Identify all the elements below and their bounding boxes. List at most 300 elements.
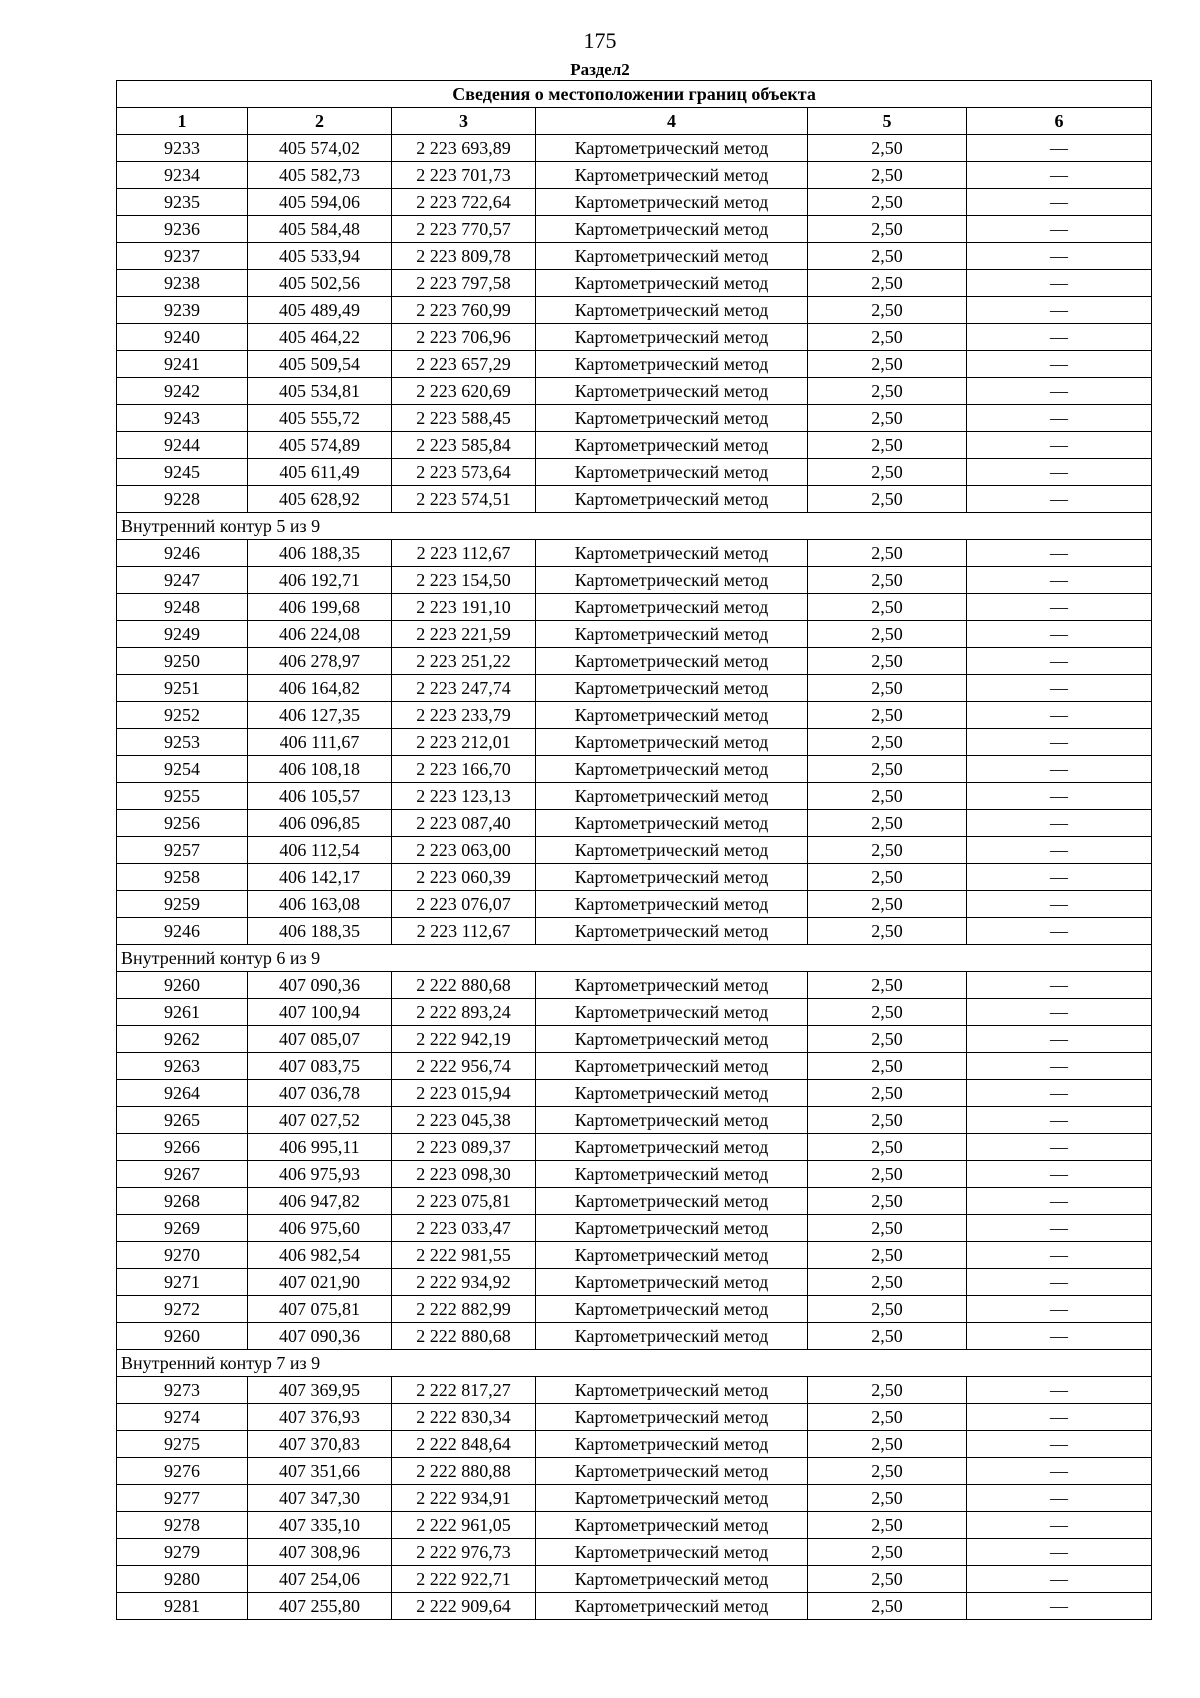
x-coordinate-cell: 406 975,60 (248, 1215, 392, 1242)
y-coordinate-cell: 2 223 154,50 (392, 567, 536, 594)
point-number-cell: 9253 (117, 729, 248, 756)
y-coordinate-cell: 2 222 909,64 (392, 1593, 536, 1620)
accuracy-cell: 2,50 (808, 594, 967, 621)
description-cell: — (967, 162, 1152, 189)
point-number-cell: 9275 (117, 1431, 248, 1458)
method-cell: Картометрический метод (536, 1107, 808, 1134)
y-coordinate-cell: 2 223 076,07 (392, 891, 536, 918)
point-number-cell: 9277 (117, 1485, 248, 1512)
table-row (117, 351, 1152, 378)
y-coordinate-cell: 2 223 693,89 (392, 135, 536, 162)
x-coordinate-cell: 406 947,82 (248, 1188, 392, 1215)
x-coordinate-cell: 405 533,94 (248, 243, 392, 270)
description-cell: — (967, 432, 1152, 459)
accuracy-cell: 2,50 (808, 162, 967, 189)
y-coordinate-cell: 2 223 722,64 (392, 189, 536, 216)
method-cell: Картометрический метод (536, 243, 808, 270)
accuracy-cell: 2,50 (808, 756, 967, 783)
description-cell: — (967, 1539, 1152, 1566)
accuracy-cell: 2,50 (808, 486, 967, 513)
method-cell: Картометрический метод (536, 297, 808, 324)
y-coordinate-cell: 2 223 247,74 (392, 675, 536, 702)
accuracy-cell: 2,50 (808, 1593, 967, 1620)
point-number-cell: 9260 (117, 972, 248, 999)
table-row (117, 675, 1152, 702)
accuracy-cell: 2,50 (808, 1431, 967, 1458)
method-cell: Картометрический метод (536, 1404, 808, 1431)
table-row (117, 864, 1152, 891)
accuracy-cell: 2,50 (808, 648, 967, 675)
method-cell: Картометрический метод (536, 1080, 808, 1107)
table-row (117, 1080, 1152, 1107)
accuracy-cell: 2,50 (808, 378, 967, 405)
accuracy-cell: 2,50 (808, 837, 967, 864)
method-cell: Картометрический метод (536, 1377, 808, 1404)
y-coordinate-cell: 2 222 893,24 (392, 999, 536, 1026)
description-cell: — (967, 216, 1152, 243)
description-cell: — (967, 999, 1152, 1026)
method-cell: Картометрический метод (536, 1269, 808, 1296)
x-coordinate-cell: 407 369,95 (248, 1377, 392, 1404)
y-coordinate-cell: 2 223 033,47 (392, 1215, 536, 1242)
description-cell: — (967, 702, 1152, 729)
description-cell: — (967, 891, 1152, 918)
table-row (117, 162, 1152, 189)
method-cell: Картометрический метод (536, 1296, 808, 1323)
x-coordinate-cell: 407 351,66 (248, 1458, 392, 1485)
accuracy-cell: 2,50 (808, 135, 967, 162)
accuracy-cell: 2,50 (808, 243, 967, 270)
table-row (117, 1485, 1152, 1512)
point-number-cell: 9271 (117, 1269, 248, 1296)
y-coordinate-cell: 2 223 701,73 (392, 162, 536, 189)
point-number-cell: 9273 (117, 1377, 248, 1404)
y-coordinate-cell: 2 222 848,64 (392, 1431, 536, 1458)
x-coordinate-cell: 406 982,54 (248, 1242, 392, 1269)
accuracy-cell: 2,50 (808, 1053, 967, 1080)
x-coordinate-cell: 407 255,80 (248, 1593, 392, 1620)
method-cell: Картометрический метод (536, 1512, 808, 1539)
x-coordinate-cell: 407 347,30 (248, 1485, 392, 1512)
description-cell: — (967, 729, 1152, 756)
contour-label: Внутренний контур 5 из 9 (117, 513, 1152, 540)
point-number-cell: 9238 (117, 270, 248, 297)
table-row (117, 1512, 1152, 1539)
point-number-cell: 9262 (117, 1026, 248, 1053)
description-cell: — (967, 459, 1152, 486)
point-number-cell: 9251 (117, 675, 248, 702)
y-coordinate-cell: 2 223 112,67 (392, 540, 536, 567)
x-coordinate-cell: 406 192,71 (248, 567, 392, 594)
point-number-cell: 9246 (117, 918, 248, 945)
description-cell: — (967, 567, 1152, 594)
y-coordinate-cell: 2 223 574,51 (392, 486, 536, 513)
y-coordinate-cell: 2 223 251,22 (392, 648, 536, 675)
point-number-cell: 9228 (117, 486, 248, 513)
x-coordinate-cell: 407 085,07 (248, 1026, 392, 1053)
method-cell: Картометрический метод (536, 1026, 808, 1053)
table-row (117, 459, 1152, 486)
accuracy-cell: 2,50 (808, 702, 967, 729)
y-coordinate-cell: 2 223 212,01 (392, 729, 536, 756)
table-row (117, 378, 1152, 405)
accuracy-cell: 2,50 (808, 1026, 967, 1053)
method-cell: Картометрический метод (536, 810, 808, 837)
description-cell: — (967, 837, 1152, 864)
accuracy-cell: 2,50 (808, 1215, 967, 1242)
accuracy-cell: 2,50 (808, 1188, 967, 1215)
point-number-cell: 9278 (117, 1512, 248, 1539)
x-coordinate-cell: 405 582,73 (248, 162, 392, 189)
description-cell: — (967, 1188, 1152, 1215)
x-coordinate-cell: 407 100,94 (248, 999, 392, 1026)
table-row (117, 540, 1152, 567)
accuracy-cell: 2,50 (808, 1269, 967, 1296)
point-number-cell: 9279 (117, 1539, 248, 1566)
point-number-cell: 9257 (117, 837, 248, 864)
column-header: 1 (117, 108, 248, 135)
point-number-cell: 9267 (117, 1161, 248, 1188)
table-row (117, 621, 1152, 648)
x-coordinate-cell: 405 464,22 (248, 324, 392, 351)
table-row (117, 810, 1152, 837)
accuracy-cell: 2,50 (808, 675, 967, 702)
y-coordinate-cell: 2 223 089,37 (392, 1134, 536, 1161)
accuracy-cell: 2,50 (808, 1161, 967, 1188)
description-cell: — (967, 1215, 1152, 1242)
point-number-cell: 9264 (117, 1080, 248, 1107)
accuracy-cell: 2,50 (808, 999, 967, 1026)
y-coordinate-cell: 2 223 585,84 (392, 432, 536, 459)
method-cell: Картометрический метод (536, 324, 808, 351)
description-cell: — (967, 1431, 1152, 1458)
x-coordinate-cell: 405 574,89 (248, 432, 392, 459)
description-cell: — (967, 1134, 1152, 1161)
x-coordinate-cell: 405 611,49 (248, 459, 392, 486)
table-row (117, 783, 1152, 810)
method-cell: Картометрический метод (536, 486, 808, 513)
description-cell: — (967, 675, 1152, 702)
y-coordinate-cell: 2 223 706,96 (392, 324, 536, 351)
table-row (117, 1593, 1152, 1620)
method-cell: Картометрический метод (536, 1566, 808, 1593)
method-cell: Картометрический метод (536, 162, 808, 189)
accuracy-cell: 2,50 (808, 216, 967, 243)
x-coordinate-cell: 406 127,35 (248, 702, 392, 729)
section-title: Раздел2 (570, 60, 630, 79)
description-cell: — (967, 1566, 1152, 1593)
table-row (117, 1242, 1152, 1269)
description-cell: — (967, 297, 1152, 324)
table-row (117, 1107, 1152, 1134)
method-cell: Картометрический метод (536, 864, 808, 891)
method-cell: Картометрический метод (536, 1188, 808, 1215)
table-body (117, 135, 1152, 1620)
table-row (117, 486, 1152, 513)
boundary-table (116, 80, 1152, 1620)
method-cell: Картометрический метод (536, 1539, 808, 1566)
table-row (117, 999, 1152, 1026)
table-row (117, 1458, 1152, 1485)
x-coordinate-cell: 406 224,08 (248, 621, 392, 648)
point-number-cell: 9269 (117, 1215, 248, 1242)
x-coordinate-cell: 406 112,54 (248, 837, 392, 864)
point-number-cell: 9255 (117, 783, 248, 810)
table-row (117, 135, 1152, 162)
table-row (117, 1566, 1152, 1593)
x-coordinate-cell: 406 142,17 (248, 864, 392, 891)
point-number-cell: 9261 (117, 999, 248, 1026)
point-number-cell: 9244 (117, 432, 248, 459)
method-cell: Картометрический метод (536, 1215, 808, 1242)
x-coordinate-cell: 407 075,81 (248, 1296, 392, 1323)
method-cell: Картометрический метод (536, 1323, 808, 1350)
description-cell: — (967, 1404, 1152, 1431)
accuracy-cell: 2,50 (808, 621, 967, 648)
x-coordinate-cell: 407 254,06 (248, 1566, 392, 1593)
description-cell: — (967, 1053, 1152, 1080)
y-coordinate-cell: 2 223 221,59 (392, 621, 536, 648)
description-cell: — (967, 783, 1152, 810)
point-number-cell: 9256 (117, 810, 248, 837)
point-number-cell: 9263 (117, 1053, 248, 1080)
y-coordinate-cell: 2 222 961,05 (392, 1512, 536, 1539)
method-cell: Картометрический метод (536, 216, 808, 243)
description-cell: — (967, 189, 1152, 216)
accuracy-cell: 2,50 (808, 1404, 967, 1431)
point-number-cell: 9234 (117, 162, 248, 189)
description-cell: — (967, 648, 1152, 675)
method-cell: Картометрический метод (536, 1134, 808, 1161)
column-header: 4 (536, 108, 808, 135)
y-coordinate-cell: 2 222 830,34 (392, 1404, 536, 1431)
y-coordinate-cell: 2 222 880,68 (392, 972, 536, 999)
x-coordinate-cell: 406 995,11 (248, 1134, 392, 1161)
table-row (117, 1134, 1152, 1161)
point-number-cell: 9249 (117, 621, 248, 648)
y-coordinate-cell: 2 222 922,71 (392, 1566, 536, 1593)
accuracy-cell: 2,50 (808, 459, 967, 486)
x-coordinate-cell: 407 090,36 (248, 972, 392, 999)
y-coordinate-cell: 2 223 098,30 (392, 1161, 536, 1188)
column-header: 5 (808, 108, 967, 135)
accuracy-cell: 2,50 (808, 891, 967, 918)
x-coordinate-cell: 406 111,67 (248, 729, 392, 756)
description-cell: — (967, 135, 1152, 162)
table-row (117, 1539, 1152, 1566)
method-cell: Картометрический метод (536, 405, 808, 432)
table-row (117, 1269, 1152, 1296)
point-number-cell: 9272 (117, 1296, 248, 1323)
accuracy-cell: 2,50 (808, 351, 967, 378)
description-cell: — (967, 1161, 1152, 1188)
x-coordinate-cell: 406 163,08 (248, 891, 392, 918)
table-row (117, 1161, 1152, 1188)
column-header: 6 (967, 108, 1152, 135)
accuracy-cell: 2,50 (808, 189, 967, 216)
x-coordinate-cell: 406 105,57 (248, 783, 392, 810)
y-coordinate-cell: 2 223 087,40 (392, 810, 536, 837)
x-coordinate-cell: 405 555,72 (248, 405, 392, 432)
method-cell: Картометрический метод (536, 1431, 808, 1458)
method-cell: Картометрический метод (536, 1053, 808, 1080)
point-number-cell: 9235 (117, 189, 248, 216)
table-row (117, 1296, 1152, 1323)
description-cell: — (967, 270, 1152, 297)
accuracy-cell: 2,50 (808, 1107, 967, 1134)
table-row (117, 189, 1152, 216)
x-coordinate-cell: 405 584,48 (248, 216, 392, 243)
y-coordinate-cell: 2 223 166,70 (392, 756, 536, 783)
description-cell: — (967, 1242, 1152, 1269)
point-number-cell: 9237 (117, 243, 248, 270)
method-cell: Картометрический метод (536, 351, 808, 378)
y-coordinate-cell: 2 222 882,99 (392, 1296, 536, 1323)
accuracy-cell: 2,50 (808, 567, 967, 594)
y-coordinate-cell: 2 223 657,29 (392, 351, 536, 378)
table-row (117, 405, 1152, 432)
y-coordinate-cell: 2 223 797,58 (392, 270, 536, 297)
accuracy-cell: 2,50 (808, 297, 967, 324)
accuracy-cell: 2,50 (808, 1539, 967, 1566)
y-coordinate-cell: 2 223 588,45 (392, 405, 536, 432)
description-cell: — (967, 1323, 1152, 1350)
description-cell: — (967, 810, 1152, 837)
x-coordinate-cell: 406 108,18 (248, 756, 392, 783)
table-row (117, 567, 1152, 594)
y-coordinate-cell: 2 223 573,64 (392, 459, 536, 486)
description-cell: — (967, 1026, 1152, 1053)
y-coordinate-cell: 2 223 045,38 (392, 1107, 536, 1134)
contour-header-row (117, 513, 1152, 540)
description-cell: — (967, 540, 1152, 567)
contour-header-row (117, 945, 1152, 972)
accuracy-cell: 2,50 (808, 1566, 967, 1593)
y-coordinate-cell: 2 223 620,69 (392, 378, 536, 405)
accuracy-cell: 2,50 (808, 729, 967, 756)
y-coordinate-cell: 2 223 123,13 (392, 783, 536, 810)
y-coordinate-cell: 2 223 809,78 (392, 243, 536, 270)
contour-header-row (117, 1350, 1152, 1377)
y-coordinate-cell: 2 223 063,00 (392, 837, 536, 864)
table-row (117, 918, 1152, 945)
point-number-cell: 9268 (117, 1188, 248, 1215)
point-number-cell: 9258 (117, 864, 248, 891)
table-row (117, 1431, 1152, 1458)
point-number-cell: 9254 (117, 756, 248, 783)
description-cell: — (967, 1080, 1152, 1107)
x-coordinate-cell: 406 164,82 (248, 675, 392, 702)
description-cell: — (967, 864, 1152, 891)
method-cell: Картометрический метод (536, 378, 808, 405)
table-row (117, 1188, 1152, 1215)
y-coordinate-cell: 2 222 942,19 (392, 1026, 536, 1053)
x-coordinate-cell: 405 594,06 (248, 189, 392, 216)
x-coordinate-cell: 407 027,52 (248, 1107, 392, 1134)
description-cell: — (967, 972, 1152, 999)
y-coordinate-cell: 2 223 770,57 (392, 216, 536, 243)
x-coordinate-cell: 407 308,96 (248, 1539, 392, 1566)
table-caption: Сведения о местоположении границ объекта (117, 81, 1152, 108)
x-coordinate-cell: 406 188,35 (248, 918, 392, 945)
description-cell: — (967, 594, 1152, 621)
accuracy-cell: 2,50 (808, 1080, 967, 1107)
x-coordinate-cell: 405 509,54 (248, 351, 392, 378)
accuracy-cell: 2,50 (808, 1458, 967, 1485)
table-row (117, 1377, 1152, 1404)
accuracy-cell: 2,50 (808, 324, 967, 351)
table-row (117, 1404, 1152, 1431)
description-cell: — (967, 621, 1152, 648)
table-row (117, 1215, 1152, 1242)
description-cell: — (967, 756, 1152, 783)
table-row (117, 702, 1152, 729)
y-coordinate-cell: 2 222 956,74 (392, 1053, 536, 1080)
y-coordinate-cell: 2 223 112,67 (392, 918, 536, 945)
description-cell: — (967, 1296, 1152, 1323)
method-cell: Картометрический метод (536, 1161, 808, 1188)
description-cell: — (967, 1485, 1152, 1512)
y-coordinate-cell: 2 222 934,92 (392, 1269, 536, 1296)
x-coordinate-cell: 405 534,81 (248, 378, 392, 405)
table-row (117, 270, 1152, 297)
point-number-cell: 9240 (117, 324, 248, 351)
x-coordinate-cell: 407 090,36 (248, 1323, 392, 1350)
y-coordinate-cell: 2 223 075,81 (392, 1188, 536, 1215)
accuracy-cell: 2,50 (808, 810, 967, 837)
point-number-cell: 9274 (117, 1404, 248, 1431)
y-coordinate-cell: 2 223 760,99 (392, 297, 536, 324)
point-number-cell: 9280 (117, 1566, 248, 1593)
point-number-cell: 9250 (117, 648, 248, 675)
point-number-cell: 9266 (117, 1134, 248, 1161)
y-coordinate-cell: 2 223 191,10 (392, 594, 536, 621)
x-coordinate-cell: 407 376,93 (248, 1404, 392, 1431)
method-cell: Картометрический метод (536, 675, 808, 702)
table-row (117, 1323, 1152, 1350)
y-coordinate-cell: 2 222 880,68 (392, 1323, 536, 1350)
point-number-cell: 9252 (117, 702, 248, 729)
accuracy-cell: 2,50 (808, 1134, 967, 1161)
table-row (117, 756, 1152, 783)
accuracy-cell: 2,50 (808, 540, 967, 567)
method-cell: Картометрический метод (536, 1593, 808, 1620)
accuracy-cell: 2,50 (808, 972, 967, 999)
method-cell: Картометрический метод (536, 567, 808, 594)
description-cell: — (967, 1377, 1152, 1404)
description-cell: — (967, 243, 1152, 270)
description-cell: — (967, 1107, 1152, 1134)
accuracy-cell: 2,50 (808, 1296, 967, 1323)
point-number-cell: 9246 (117, 540, 248, 567)
table-row (117, 1026, 1152, 1053)
table-row (117, 891, 1152, 918)
table-row (117, 972, 1152, 999)
table-row (117, 324, 1152, 351)
table-row (117, 216, 1152, 243)
description-cell: — (967, 1458, 1152, 1485)
accuracy-cell: 2,50 (808, 270, 967, 297)
accuracy-cell: 2,50 (808, 918, 967, 945)
method-cell: Картометрический метод (536, 432, 808, 459)
accuracy-cell: 2,50 (808, 1512, 967, 1539)
y-coordinate-cell: 2 223 015,94 (392, 1080, 536, 1107)
table-row (117, 1053, 1152, 1080)
method-cell: Картометрический метод (536, 783, 808, 810)
table-row (117, 243, 1152, 270)
point-number-cell: 9281 (117, 1593, 248, 1620)
method-cell: Картометрический метод (536, 189, 808, 216)
